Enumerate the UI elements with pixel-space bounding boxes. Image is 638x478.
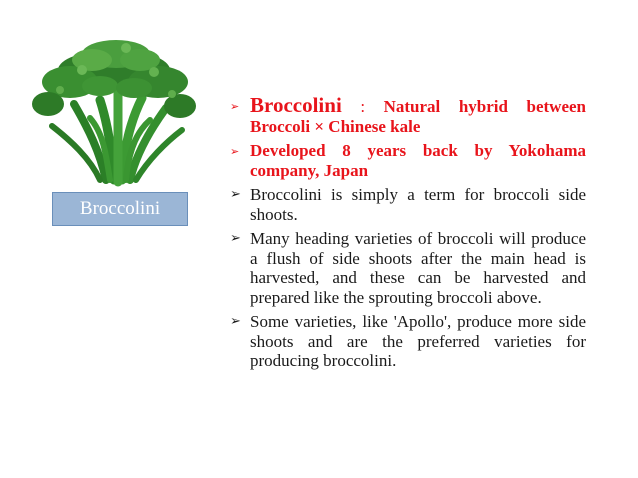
bullet-text: Broccolini is simply a term for broccoli side shoots. — [250, 185, 586, 224]
bullet-text: Developed 8 years back by Yokohama company, Japan — [250, 141, 586, 180]
bullet-item — [228, 312, 586, 371]
arrow-bullet-icon: ➢ — [230, 314, 241, 329]
bullet-item — [228, 229, 586, 307]
bullet-item — [228, 93, 586, 136]
bullet-item — [228, 141, 586, 180]
bullet-text: Many heading varieties of broccoli will produce a flush of side shoots after the main head is harvested, and these can be harvested and prepared like the sprouting broccoli above. — [250, 229, 586, 307]
arrow-bullet-icon: ➢ — [230, 100, 240, 113]
bullet-list — [228, 93, 586, 376]
arrow-bullet-icon: ➢ — [230, 231, 241, 246]
bullet-separator: : — [341, 97, 384, 116]
bullet-lead: Broccolini — [250, 93, 342, 117]
arrow-bullet-icon: ➢ — [230, 145, 240, 158]
caption-box — [52, 192, 188, 226]
caption-label: Broccolini — [79, 198, 161, 219]
bullet-text: Some varieties, like 'Apollo', produce more side shoots and are the preferred varieties for producing broccolini. — [250, 312, 586, 370]
bullet-text: Natural hybrid between Broccoli × Chinese kale — [250, 97, 586, 136]
bullet-item — [228, 185, 586, 224]
broccolini-photo — [30, 30, 198, 190]
arrow-bullet-icon: ➢ — [230, 187, 241, 202]
